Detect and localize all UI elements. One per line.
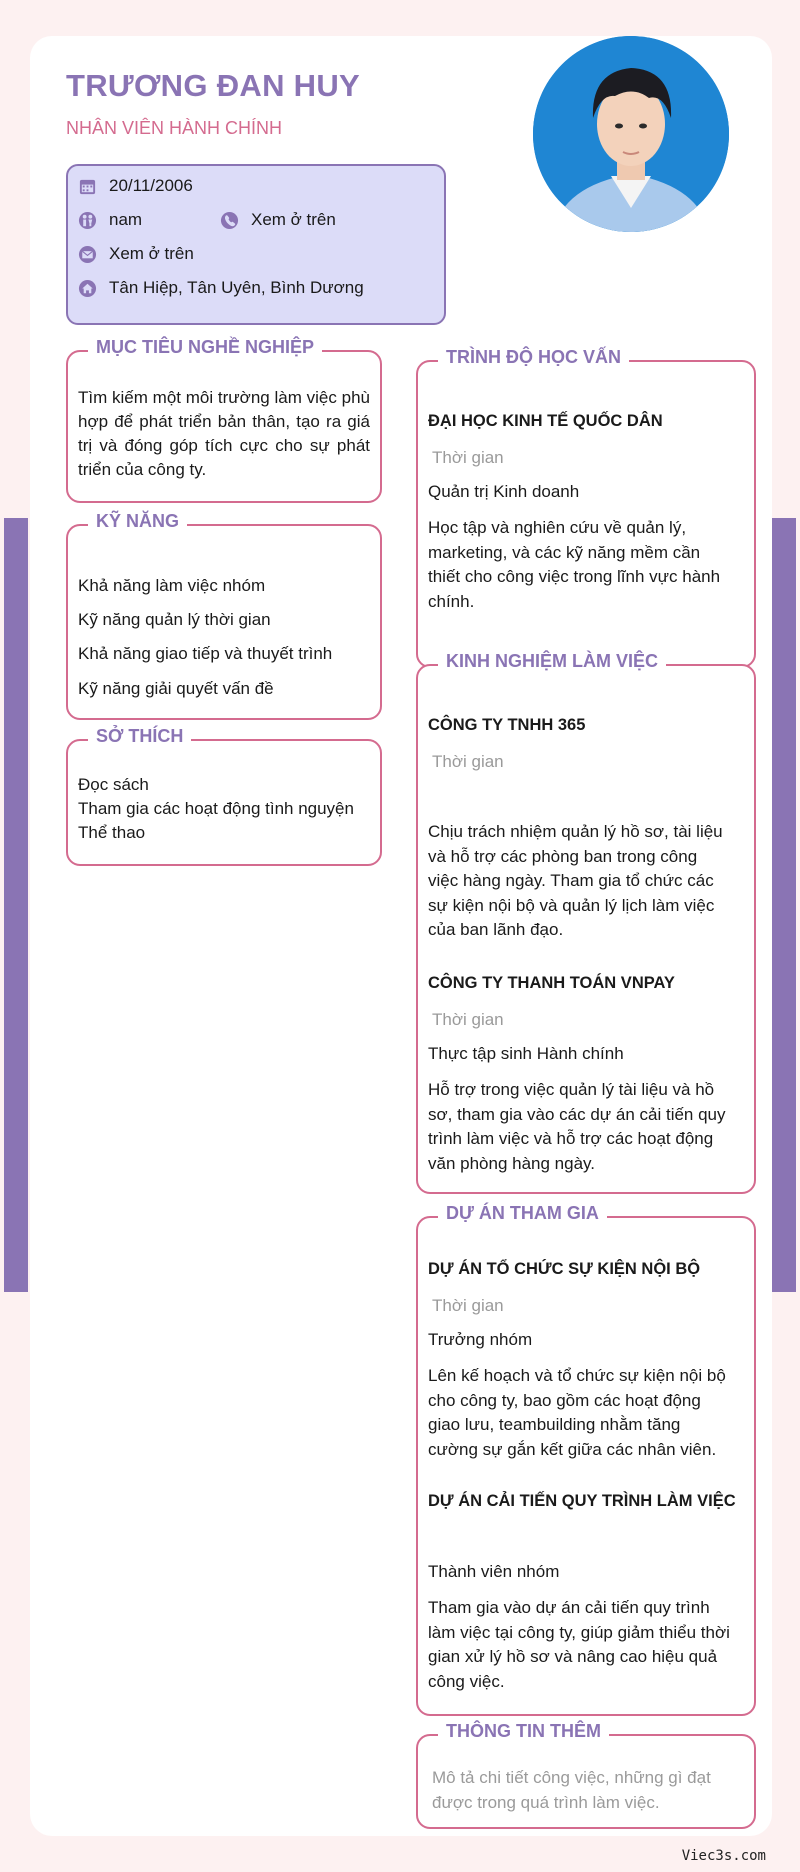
- projects-section: [416, 1203, 756, 1716]
- dob-value: 20/11/2006: [109, 176, 193, 195]
- school-name: ĐẠI HỌC KINH TẾ QUỐC DÂN: [428, 412, 663, 430]
- phone-value: Xem ở trên: [251, 210, 336, 229]
- candidate-name: TRƯƠNG ĐAN HUY: [66, 68, 361, 103]
- objective-text: Tìm kiếm một môi trường làm việc phù hợp để phát triển bản thân, tạo ra giá trị và đóng góp tích cực cho sự phát triển của công ty.: [78, 388, 370, 479]
- address-row: [78, 278, 364, 298]
- email-value: Xem ở trên: [109, 244, 194, 263]
- phone-icon: [220, 211, 239, 230]
- project-role: Thành viên nhóm: [428, 1562, 560, 1581]
- cv-paper: [30, 36, 772, 1836]
- project-time: Thời gian: [432, 1296, 504, 1315]
- additional-info-text: Mô tả chi tiết công việc, những gì đạt được trong quá trình làm việc.: [432, 1768, 711, 1812]
- education-major: Quản trị Kinh doanh: [428, 482, 580, 501]
- skill-item: Khả năng làm việc nhóm: [78, 576, 266, 595]
- phone-row: [220, 210, 336, 230]
- contact-box: [66, 164, 446, 325]
- project-desc: Lên kế hoạch và tổ chức sự kiện nội bộ cho công ty, bao gồm các hoạt động giao lưu, teambuilding nhằm tăng cường sự gắn kết giữa các nhân viên.: [428, 1366, 726, 1459]
- home-icon: [78, 279, 97, 298]
- address-value: Tân Hiệp, Tân Uyên, Bình Dương: [109, 278, 364, 297]
- experience-desc: Hỗ trợ trong việc quản lý tài liệu và hồ sơ, tham gia vào các dự án cải tiến quy trình làm việc và hỗ trợ các hoạt động văn phòng hàng ngày.: [428, 1080, 726, 1173]
- hobby-item: Thể thao: [78, 823, 146, 842]
- company-name: CÔNG TY TNHH 365: [428, 716, 586, 734]
- experience-role: Thực tập sinh Hành chính: [428, 1044, 624, 1063]
- experience-desc: Chịu trách nhiệm quản lý hồ sơ, tài liệu và hỗ trợ các phòng ban trong công việc hàng ngày. Tham gia tổ chức các sự kiện nội bộ và quản lý lịch làm việc của ban lãnh đạo.: [428, 822, 723, 939]
- envelope-icon: [78, 245, 97, 264]
- hobby-item: Tham gia các hoạt động tình nguyện: [78, 799, 354, 818]
- dob-row: [78, 176, 193, 196]
- objective-title: MỤC TIÊU NGHỀ NGHIỆP: [88, 337, 322, 358]
- education-time: Thời gian: [432, 448, 504, 467]
- skill-item: Khả năng giao tiếp và thuyết trình: [78, 644, 333, 663]
- education-desc: Học tập và nghiên cứu về quản lý, marketing, và các kỹ năng mềm cần thiết cho công việc trong lĩnh vực hành chính.: [428, 518, 721, 611]
- gender-value: nam: [109, 210, 143, 229]
- job-title: NHÂN VIÊN HÀNH CHÍNH: [66, 118, 283, 138]
- right-decor-band: [772, 518, 796, 1292]
- projects-title: DỰ ÁN THAM GIA: [438, 1203, 607, 1224]
- project-name: DỰ ÁN CẢI TIẾN QUY TRÌNH LÀM VIỆC: [428, 1492, 736, 1510]
- skill-item: Kỹ năng giải quyết vấn đề: [78, 679, 274, 698]
- project-name: DỰ ÁN TỔ CHỨC SỰ KIỆN NỘI BỘ: [428, 1260, 701, 1278]
- project-desc: Tham gia vào dự án cải tiến quy trình làm việc tại công ty, giúp giảm thiểu thời gian xử lý hồ sơ và nâng cao hiệu quả công việc.: [428, 1598, 730, 1691]
- skills-section: [66, 511, 382, 720]
- calendar-icon: [78, 177, 97, 196]
- portrait-photo: [533, 36, 729, 232]
- additional-info-title: THÔNG TIN THÊM: [438, 1721, 609, 1742]
- education-title: TRÌNH ĐỘ HỌC VẤN: [438, 347, 629, 368]
- project-role: Trưởng nhóm: [428, 1330, 533, 1349]
- gender-icon: [78, 211, 97, 230]
- additional-info-section: [416, 1721, 756, 1829]
- gender-row: [78, 210, 142, 230]
- footer-brand: Viec3s.com: [681, 1848, 766, 1864]
- experience-time: Thời gian: [432, 752, 504, 771]
- hobbies-section: [66, 726, 382, 866]
- company-name: CÔNG TY THANH TOÁN VNPAY: [428, 974, 675, 992]
- education-section: [416, 347, 756, 668]
- hobby-item: Đọc sách: [78, 775, 149, 794]
- left-decor-band: [4, 518, 28, 1292]
- experience-time: Thời gian: [432, 1010, 504, 1029]
- experience-section: [416, 651, 756, 1194]
- experience-title: KINH NGHIỆM LÀM VIỆC: [438, 651, 666, 672]
- hobbies-title: SỞ THÍCH: [88, 726, 191, 747]
- skill-item: Kỹ năng quản lý thời gian: [78, 610, 271, 629]
- email-row: [78, 244, 194, 264]
- skills-title: KỸ NĂNG: [88, 511, 187, 532]
- avatar: [533, 36, 729, 232]
- objective-section: [66, 337, 382, 503]
